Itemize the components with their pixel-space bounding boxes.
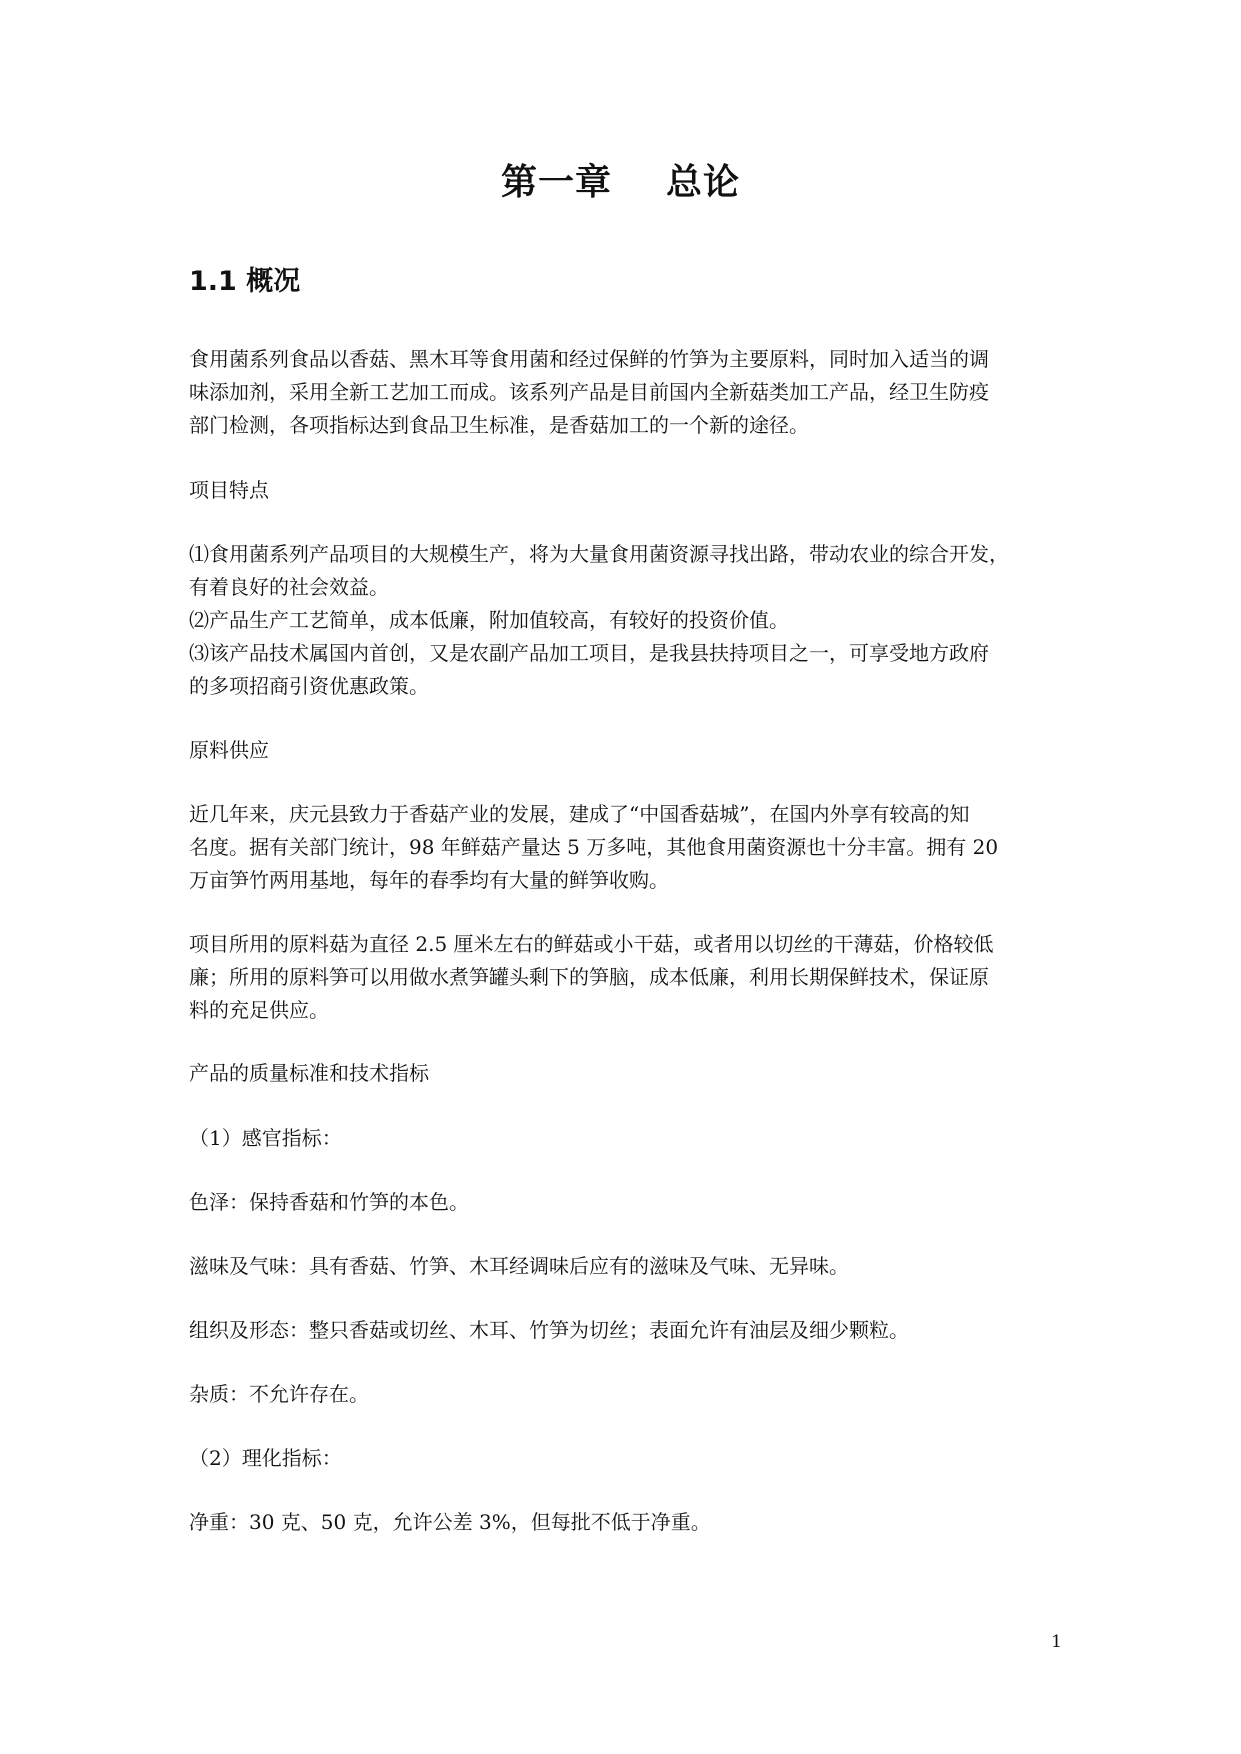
paragraph-line: 名度。据有关部门统计，98 年鲜菇产量达 5 万多吨，其他食用菌资源也十分丰富。拥有 20 [189, 835, 999, 859]
texture-spec: 组织及形态：整只香菇或切丝、木耳、竹笋为切丝；表面允许有油层及细少颗粒。 [189, 1318, 909, 1342]
section-title: 1.1 概况 [189, 266, 301, 297]
color-spec: 色泽：保持香菇和竹笋的本色。 [189, 1190, 469, 1214]
chapter-title [0, 158, 1241, 208]
paragraph-line: 项目所用的原料菇为直径 2.5 厘米左右的鲜菇或小干菇，或者用以切丝的干薄菇，价格较低 [189, 932, 994, 956]
overview-paragraph [189, 343, 1051, 442]
supply-heading: 原料供应 [189, 738, 269, 762]
paragraph-line: 料的充足供应。 [189, 998, 329, 1022]
sensory-heading: （1）感官指标： [189, 1126, 342, 1150]
supply-paragraph-1 [189, 798, 1051, 897]
page-number: 1 [1051, 1632, 1062, 1652]
paragraph-line: 食用菌系列食品以香菇、黑木耳等食用菌和经过保鲜的竹笋为主要原料，同时加入适当的调 [189, 347, 989, 371]
net-weight-spec: 净重：30 克、50 克，允许公差 3%，但每批不低于净重。 [189, 1510, 711, 1534]
feature-line: 有着良好的社会效益。 [189, 575, 389, 599]
features-heading: 项目特点 [189, 478, 269, 502]
impurity-spec: 杂质：不允许存在。 [189, 1382, 369, 1406]
paragraph-line: 味添加剂，采用全新工艺加工而成。该系列产品是目前国内全新菇类加工产品，经卫生防疫 [189, 380, 989, 404]
taste-spec: 滋味及气味：具有香菇、竹笋、木耳经调味后应有的滋味及气味、无异味。 [189, 1254, 849, 1278]
features-list [189, 538, 1051, 703]
feature-line: 的多项招商引资优惠政策。 [189, 674, 429, 698]
paragraph-line: 万亩笋竹两用基地，每年的春季均有大量的鲜笋收购。 [189, 868, 669, 892]
supply-paragraph-2 [189, 928, 1051, 1027]
paragraph-line: 近几年来，庆元县致力于香菇产业的发展，建成了“中国香菇城”，在国内外享有较高的知 [189, 802, 970, 826]
feature-line: ⑴食用菌系列产品项目的大规模生产，将为大量食用菌资源寻找出路，带动农业的综合开发， [189, 542, 1009, 566]
paragraph-line: 廉；所用的原料笋可以用做水煮笋罐头剩下的笋脑，成本低廉，利用长期保鲜技术，保证原 [189, 965, 989, 989]
feature-line: ⑶该产品技术属国内首创，又是农副产品加工项目，是我县扶持项目之一，可享受地方政府 [189, 641, 989, 665]
chapter-name: 总论 [666, 162, 741, 203]
physchem-heading: （2）理化指标： [189, 1446, 342, 1470]
feature-line: ⑵产品生产工艺简单，成本低廉，附加值较高，有较好的投资价值。 [189, 608, 789, 632]
quality-heading: 产品的质量标准和技术指标 [189, 1061, 429, 1085]
chapter-number: 第一章 [500, 162, 612, 203]
paragraph-line: 部门检测，各项指标达到食品卫生标准，是香菇加工的一个新的途径。 [189, 413, 809, 437]
